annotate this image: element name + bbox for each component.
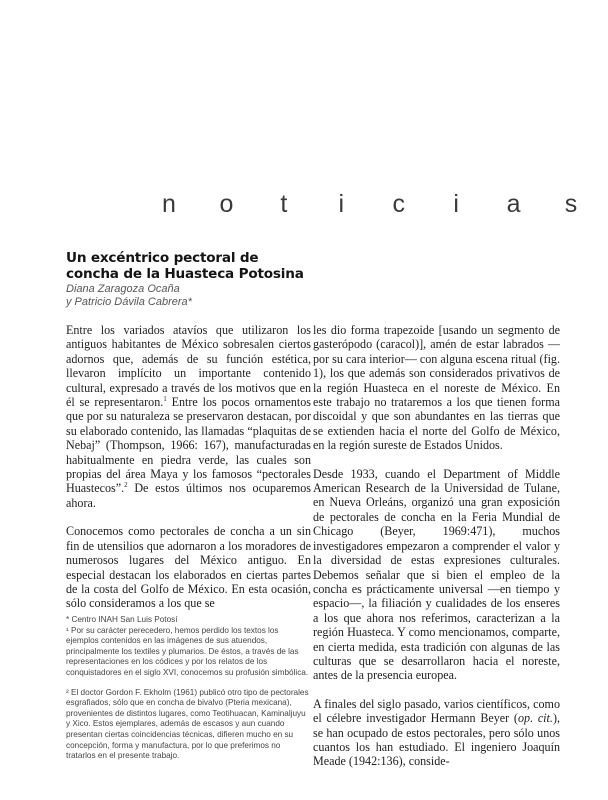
body-column-right	[313, 323, 560, 783]
section-letter: i	[338, 190, 345, 218]
section-letter: n	[162, 190, 176, 218]
section-letter: t	[280, 190, 288, 218]
paragraph: Conocemos como pectorales de concha a un sin fin de utensilios que adornaron a los moradores de numerosos lugares del México antiguo. En especial destacan los elaborados en ciertas partes de la costa del Golfo de México. En esta ocasión, sólo consideramos a los que se	[66, 524, 311, 611]
article-title	[66, 250, 326, 282]
footnote-ref: 1	[163, 395, 167, 403]
footnote-1: ¹ Por su carácter perecedero, hemos perdido los textos los ejemplos contenidos en las imágenes de sus atuendos, principalmente los textiles y plumarios. De éstos, a través de las representaciones en los códices y por los relatos de los conquistadores en el siglo XVI, conocemos su profusión simbólica.	[66, 625, 309, 677]
citation-italic: op. cit.	[517, 711, 553, 726]
paragraph: les dio forma trapezoide [usando un segmento de gasterópodo (caracol)], amén de estar labrados —por su cara interior— con alguna escena ritual (fig. 1), los que además son considerados privativos de la región Huasteca en el noreste de México. En este trabajo no trataremos a los que tienen forma discoidal y que son abundantes en las tierras que se extienden hacia el norte del Golfo de México, en la región sureste de Estados Unidos.	[313, 323, 560, 453]
author-line-1: Diana Zaragoza Ocaña	[66, 283, 180, 295]
footnotes	[66, 615, 311, 771]
section-letter: a	[506, 190, 521, 218]
paragraph-text: ), se han ocupado de estos pectorales, pero sólo unos cuantos los han estudiado. El ingeniero Joaquín Meade (1942:136), conside-	[313, 711, 560, 769]
section-letter: o	[219, 190, 234, 218]
paragraph: Desde 1933, cuando el Department of Middle American Research de la Universidad de Tulane, en Nueva Orleáns, organizó una gran exposición de pectorales de concha en la Feria Mundial de Chicago (Beyer, 1969:471), muchos investigadores empezaron a comprender el valor y la diversidad de estas expresiones culturales. Debemos señalar que si bien el empleo de la concha es prácticamente universal —en tiempo y espacio—, la filiación y cualidades de los enseres a los que ahora nos referimos, caracterizan a la región Huasteca. Y como mencionamos, comparte, en cierta medida, esta tradición con algunas de las culturas que se desarrollaron hacia el noreste, antes de la presencia europea.	[313, 466, 560, 683]
author-line-2: y Patricio Dávila Cabrera*	[66, 296, 192, 308]
footnote-ref: 2	[124, 481, 128, 490]
section-letter: c	[392, 190, 405, 218]
paragraph-text: Entre los pocos ornamentos que por su naturaleza se preservaron destacan, por su elaborado contenido, las llamadas “plaquitas de Nebaj” (Thompson, 1966: 167), manufacturadas habitualmente en piedra verde, las cuales son propias del área Maya y los famosos “pectorales Huastecos”.	[66, 395, 311, 496]
section-heading-noticias	[160, 190, 580, 224]
title-line-2: concha de la Huasteca Potosina	[66, 266, 304, 282]
paragraph-text: Entre los variados atavíos que utilizaron los antiguos habitantes de México sobresalen ciertos adornos que, además de su función estética, llevaron implícito un importante contenido cultural, expresado a través de los motivos que en él se representaron.	[66, 323, 311, 410]
paragraph	[66, 323, 311, 510]
section-letter: s	[564, 190, 578, 218]
footnote-text: * Centro INAH San Luis Potosí	[66, 615, 178, 624]
paragraph-text: A finales del siglo pasado, varios científicos, como el célebre investigador Hermann Beyer (	[313, 696, 560, 726]
footnote-2: ² El doctor Gordon F. Ekholm (1961) publicó otro tipo de pectorales esgrafiados, sólo que en concha de bivalvo (Pteria mexicana), provenientes de distintos lugares, como Teotihuacan, Kaminaljuyu y Xico. Estos ejemplares, además de escasos y aun cuando presentan ciertas coincidencias técnicas, difieren mucho en su concepción, forma y manufactura, por lo que preferimos no tratarlos en el presente trabajo.	[66, 687, 309, 761]
paragraph	[313, 697, 560, 769]
footnote-affiliation	[66, 615, 311, 679]
title-line-1: Un excéntrico pectoral de	[66, 250, 259, 266]
section-letter: i	[453, 190, 459, 218]
body-column-left	[66, 323, 311, 625]
article-authors	[66, 283, 326, 309]
paragraph-text: De estos últimos nos ocuparemos ahora.	[66, 481, 311, 510]
